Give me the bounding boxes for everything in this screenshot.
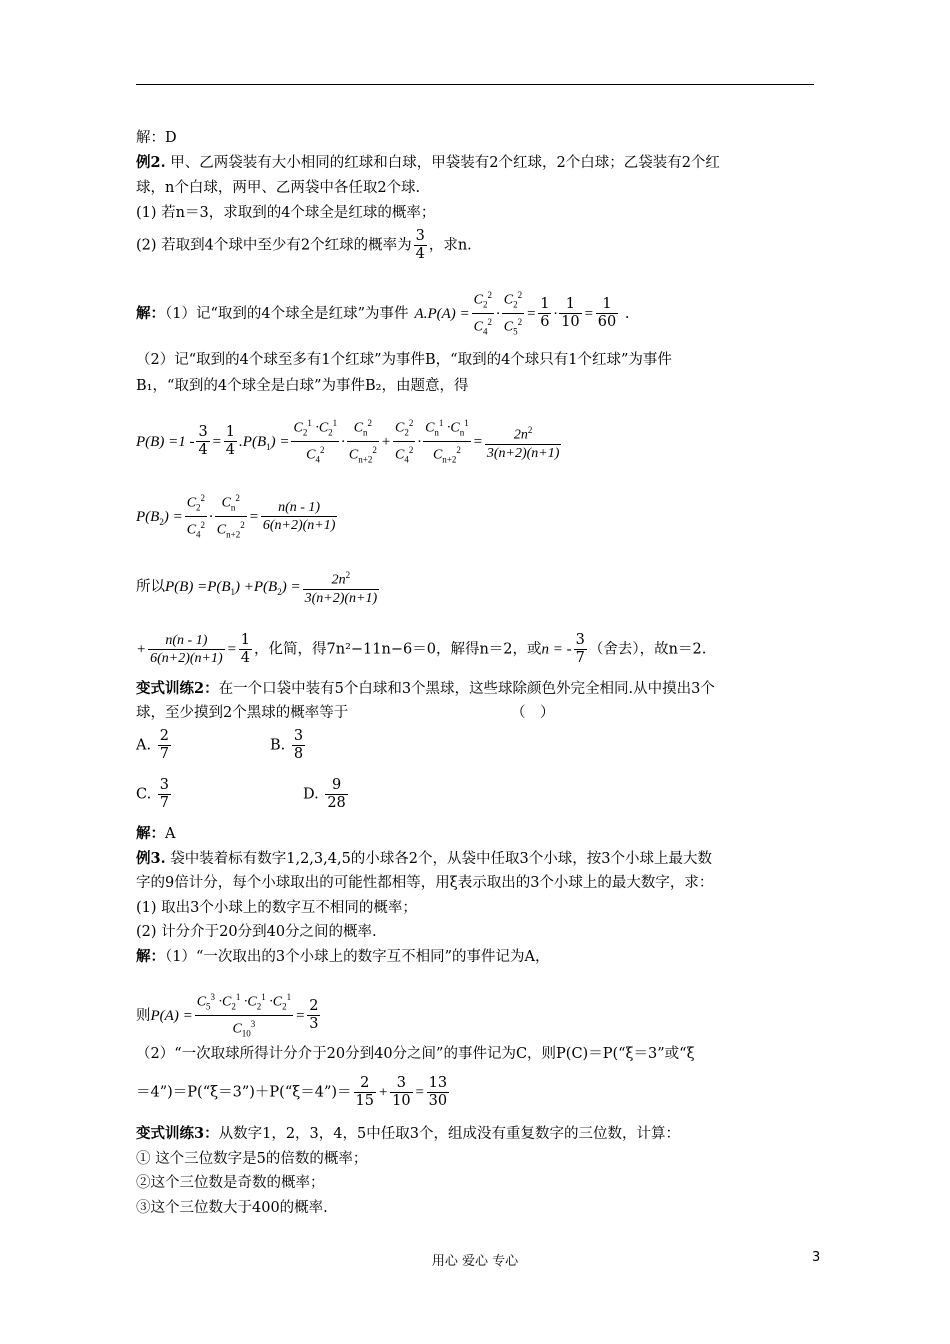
option-b: B. $\frac{3}{8}$ bbox=[270, 728, 304, 762]
variant-2-answer: 解：A bbox=[136, 825, 176, 842]
equation-pa: 则P(A) = $\frac{C_5^3 \cdot C_2^1 \cdot C_2^1 \cdot C_2^1}{C_{10}^3}$ = $\frac{2}{3}$ bbox=[136, 989, 322, 1043]
example-3-solution-2-line2: ＝4”)＝P(“ξ＝3”)＋P(“ξ＝4”)＝ $\frac{2}{15}$ + $\frac{3}{10}$ = $\frac{13}{30}$ bbox=[136, 1075, 448, 1109]
fraction: $\frac{2}{15}$ bbox=[355, 1075, 374, 1109]
example-2-solution-2-line2: B₁，“取到的4个球全是白球”为事件B₂，由题意，得 bbox=[136, 378, 469, 394]
example-2-label: 例2. bbox=[136, 154, 166, 171]
answer-1: 解：D bbox=[136, 130, 177, 146]
fraction: $\frac{13}{30}$ bbox=[428, 1075, 448, 1109]
fraction: $\frac{3}{10}$ bbox=[392, 1075, 411, 1109]
example-2-solution-1: 解：（1）记“取到的4个球全是红球”为事件 A.P(A) = $\frac{C_2^2}{C_4^2}$ · $\frac{C_2^2}{C_5^2}$ = $\frac{1}{6}$ · $\frac{1}{10}$ = $\frac{1}{60}$ . bbox=[136, 287, 629, 341]
variant-3-item2: ②这个三位数是奇数的概率； bbox=[136, 1175, 325, 1191]
fraction: $\frac{3}{7}$ bbox=[575, 632, 585, 666]
fraction: $\frac{1}{10}$ bbox=[561, 296, 580, 331]
fraction: $\frac{C_n^2}{C_{n+2}^2}$ bbox=[347, 415, 379, 469]
fraction: $\frac{C_n^1 \cdot C_n^1}{C_{n+2}^2}$ bbox=[423, 415, 471, 469]
fraction: $\frac{1}{6}$ bbox=[540, 296, 550, 331]
fraction: $\frac{2}{3}$ bbox=[309, 998, 319, 1033]
fraction: $\frac{1}{60}$ bbox=[597, 296, 617, 331]
fraction: $\frac{3}{4}$ bbox=[198, 424, 208, 459]
fraction: $\frac{C_n^2}{C_{n+2}^2}$ bbox=[215, 490, 247, 544]
example-3-solution-1: 解：（1）“一次取出的3个小球上的数字互不相同”的事件记为A， bbox=[136, 948, 550, 965]
fraction: $\frac{C_5^3 \cdot C_2^1 \cdot C_2^1 \cdot C_2^1}{C_{10}^3}$ bbox=[195, 989, 293, 1043]
example-3-solution-2-line1: （2）“一次取球所得计分介于20分到40分之间”的事件记为C，则P(C)＝P(“ξ＝3”或“ξ bbox=[136, 1046, 695, 1062]
fraction: $\frac{3}{4}$ bbox=[415, 228, 425, 262]
example-2-q2: (2) 若取到4个球中至少有2个红球的概率为 $\frac{3}{4}$ ，求n. bbox=[136, 228, 472, 262]
fraction: $\frac{1}{4}$ bbox=[225, 424, 236, 459]
example-3-q2: (2) 计分介于20分到40分之间的概率. bbox=[136, 924, 377, 940]
page-number: 3 bbox=[812, 1250, 821, 1265]
fraction: $\frac{n(n - 1)}{6(n+2)(n+1)}$ bbox=[150, 633, 223, 666]
fraction: $\frac{2n^2}{3(n+2)(n+1)}$ bbox=[485, 422, 562, 462]
example-2-line1 bbox=[136, 153, 720, 173]
equation-pb2: $P(B_2)$ = $\frac{C_2^2}{C_4^2}$ · $\frac{C_n^2}{C_{n+2}^2}$ = $\frac{n(n - 1)}{6(n+2)(n+1)}$ bbox=[136, 490, 339, 544]
option-c: C. $\frac{3}{7}$ bbox=[136, 777, 170, 811]
fraction: $\frac{C_2^2}{C_4^2}$ bbox=[393, 415, 415, 469]
example-2-line2: 球，n个白球，两甲、乙两袋中各任取2个球. bbox=[136, 180, 421, 196]
variant-3-item3: ③这个三位数大于400的概率. bbox=[136, 1200, 328, 1216]
fraction: $\frac{n(n - 1)}{6(n+2)(n+1)}$ bbox=[262, 500, 336, 534]
variant-2-line2: 球，至少摸到2个黑球的概率等于 （ ） bbox=[136, 705, 555, 721]
option-a: A. $\frac{2}{7}$ bbox=[136, 728, 169, 762]
option-d: D. $\frac{9}{28}$ bbox=[303, 777, 346, 811]
fraction: $\frac{C_2^2}{C_4^2}$ bbox=[185, 490, 207, 544]
variant-3-item1: ① 这个三位数字是5的倍数的概率； bbox=[136, 1151, 368, 1167]
fraction: $\frac{C_2^2}{C_5^2}$ bbox=[502, 287, 524, 341]
example-3-line1: 例3. 袋中装着标有数字1,2,3,4,5的小球各2个，从袋中任取3个小球，按3个小球上最大数 bbox=[136, 850, 712, 867]
example-2-solution-2-line1: （2）记“取到的4个球至多有1个红球”为事件B，“取到的4个球只有1个红球”为事件 bbox=[136, 352, 672, 368]
example-3-q1: (1) 取出3个小球上的数字互不相同的概率； bbox=[136, 900, 417, 916]
variant-3-line1: 变式训练3：从数字1，2，3，4，5中任取3个，组成没有重复数字的三位数，计算： bbox=[136, 1125, 680, 1142]
example-3-line2: 字的9倍计分，每个小球取出的可能性都相等，用ξ表示取出的3个小球上的最大数字，求： bbox=[136, 875, 714, 891]
fraction: $\frac{2n^2}{3(n+2)(n+1)}$ bbox=[303, 567, 380, 607]
example-2-text1: 甲、乙两袋装有大小相同的红球和白球，甲袋装有2个红球，2个白球；乙袋装有2个红 bbox=[165, 155, 720, 171]
fraction: $\frac{1}{4}$ bbox=[240, 632, 251, 666]
fraction: $\frac{C_2^2}{C_4^2}$ bbox=[472, 287, 494, 341]
variant-2-line1: 变式训练2：在一个口袋中装有5个白球和3个黑球，这些球除颜色外完全相同.从中摸出3个 bbox=[136, 680, 715, 697]
header-rule bbox=[136, 84, 814, 85]
page-footer: 用心 爱心 专心 bbox=[431, 1254, 519, 1269]
equation-sum: 所以$P(B) =P(B_1) +P(B_2)$ = $\frac{2n^2}{3(n+2)(n+1)}$ bbox=[136, 567, 381, 607]
equation-final: + $\frac{n(n - 1)}{6(n+2)(n+1)}$ = $\frac{1}{4}$ ，化简，得7n²−11n−6＝0，解得n＝2，或n = - $\frac{3}{7}$ （舍去），故n＝2. bbox=[136, 632, 707, 666]
equation-pb: P(B) =1 - $\frac{3}{4}$ = $\frac{1}{4}$ $.P(B_1)$ = $\frac{C_2^1 \cdot C_2^1}{C_4^2}$ · $\frac{C_n^2}{C_{n+2}^2}$ + $\frac{C_2^2}{C_4^2}$ · $\frac{C_n^1 \cdot C_n^1}{C_{n+2}^2}$ = $\frac{2n^2}{3(n+2)(n+1)}$ bbox=[136, 415, 563, 469]
fraction: $\frac{C_2^1 \cdot C_2^1}{C_4^2}$ bbox=[291, 415, 339, 469]
example-2-q1: (1) 若n＝3，求取到的4个球全是红球的概率； bbox=[136, 205, 436, 221]
